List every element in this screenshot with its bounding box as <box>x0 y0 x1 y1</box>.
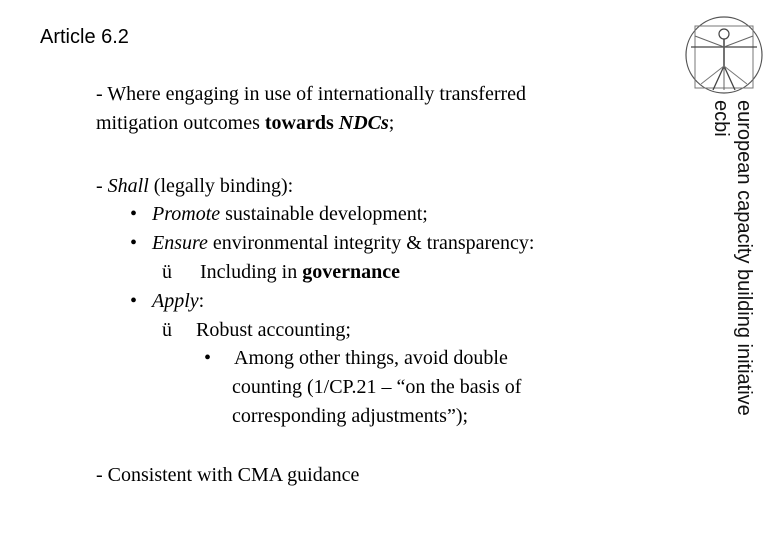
vitruvian-man-icon <box>683 14 765 96</box>
bullet-icon: • <box>204 347 212 370</box>
checkmark-icon: ü <box>162 318 172 341</box>
paragraph-shall: - Shall (legally binding): <box>96 174 294 197</box>
paragraph-cma-guidance: - Consistent with CMA guidance <box>96 463 360 486</box>
bullet-icon: • <box>130 232 138 255</box>
list-item-ensure: • Ensure environmental integrity & transparency: <box>96 229 676 258</box>
sub-sub-item-double-counting-end: corresponding adjustments”); <box>232 404 469 427</box>
sidebar-org-name <box>695 100 755 520</box>
bullet-icon: • <box>130 289 138 312</box>
sub-sub-item-double-counting-cont: counting (1/CP.21 – “on the basis of <box>232 376 522 399</box>
paragraph-use-itmo-cont: mitigation outcomes towards NDCs; <box>96 111 395 134</box>
list-item-apply: • Apply: <box>96 287 676 316</box>
sub-item-accounting: ü Robust accounting; <box>96 316 676 345</box>
sub-sub-item-double-counting: • Among other things, avoid double <box>96 344 676 373</box>
checkmark-icon: ü <box>162 260 172 283</box>
sub-item-governance: ü Including in governance <box>96 258 676 287</box>
slide-title: Article 6.2 <box>40 26 129 48</box>
sidebar-line-org: european capacity building initiative <box>733 100 755 416</box>
sidebar-line-acronym: ecbi <box>710 100 732 137</box>
list-item-promote: • Promote sustainable development; <box>96 200 676 229</box>
slide-body <box>96 80 676 490</box>
bullet-icon: • <box>130 203 138 226</box>
paragraph-use-itmo: - Where engaging in use of internationally transferred <box>96 83 527 105</box>
